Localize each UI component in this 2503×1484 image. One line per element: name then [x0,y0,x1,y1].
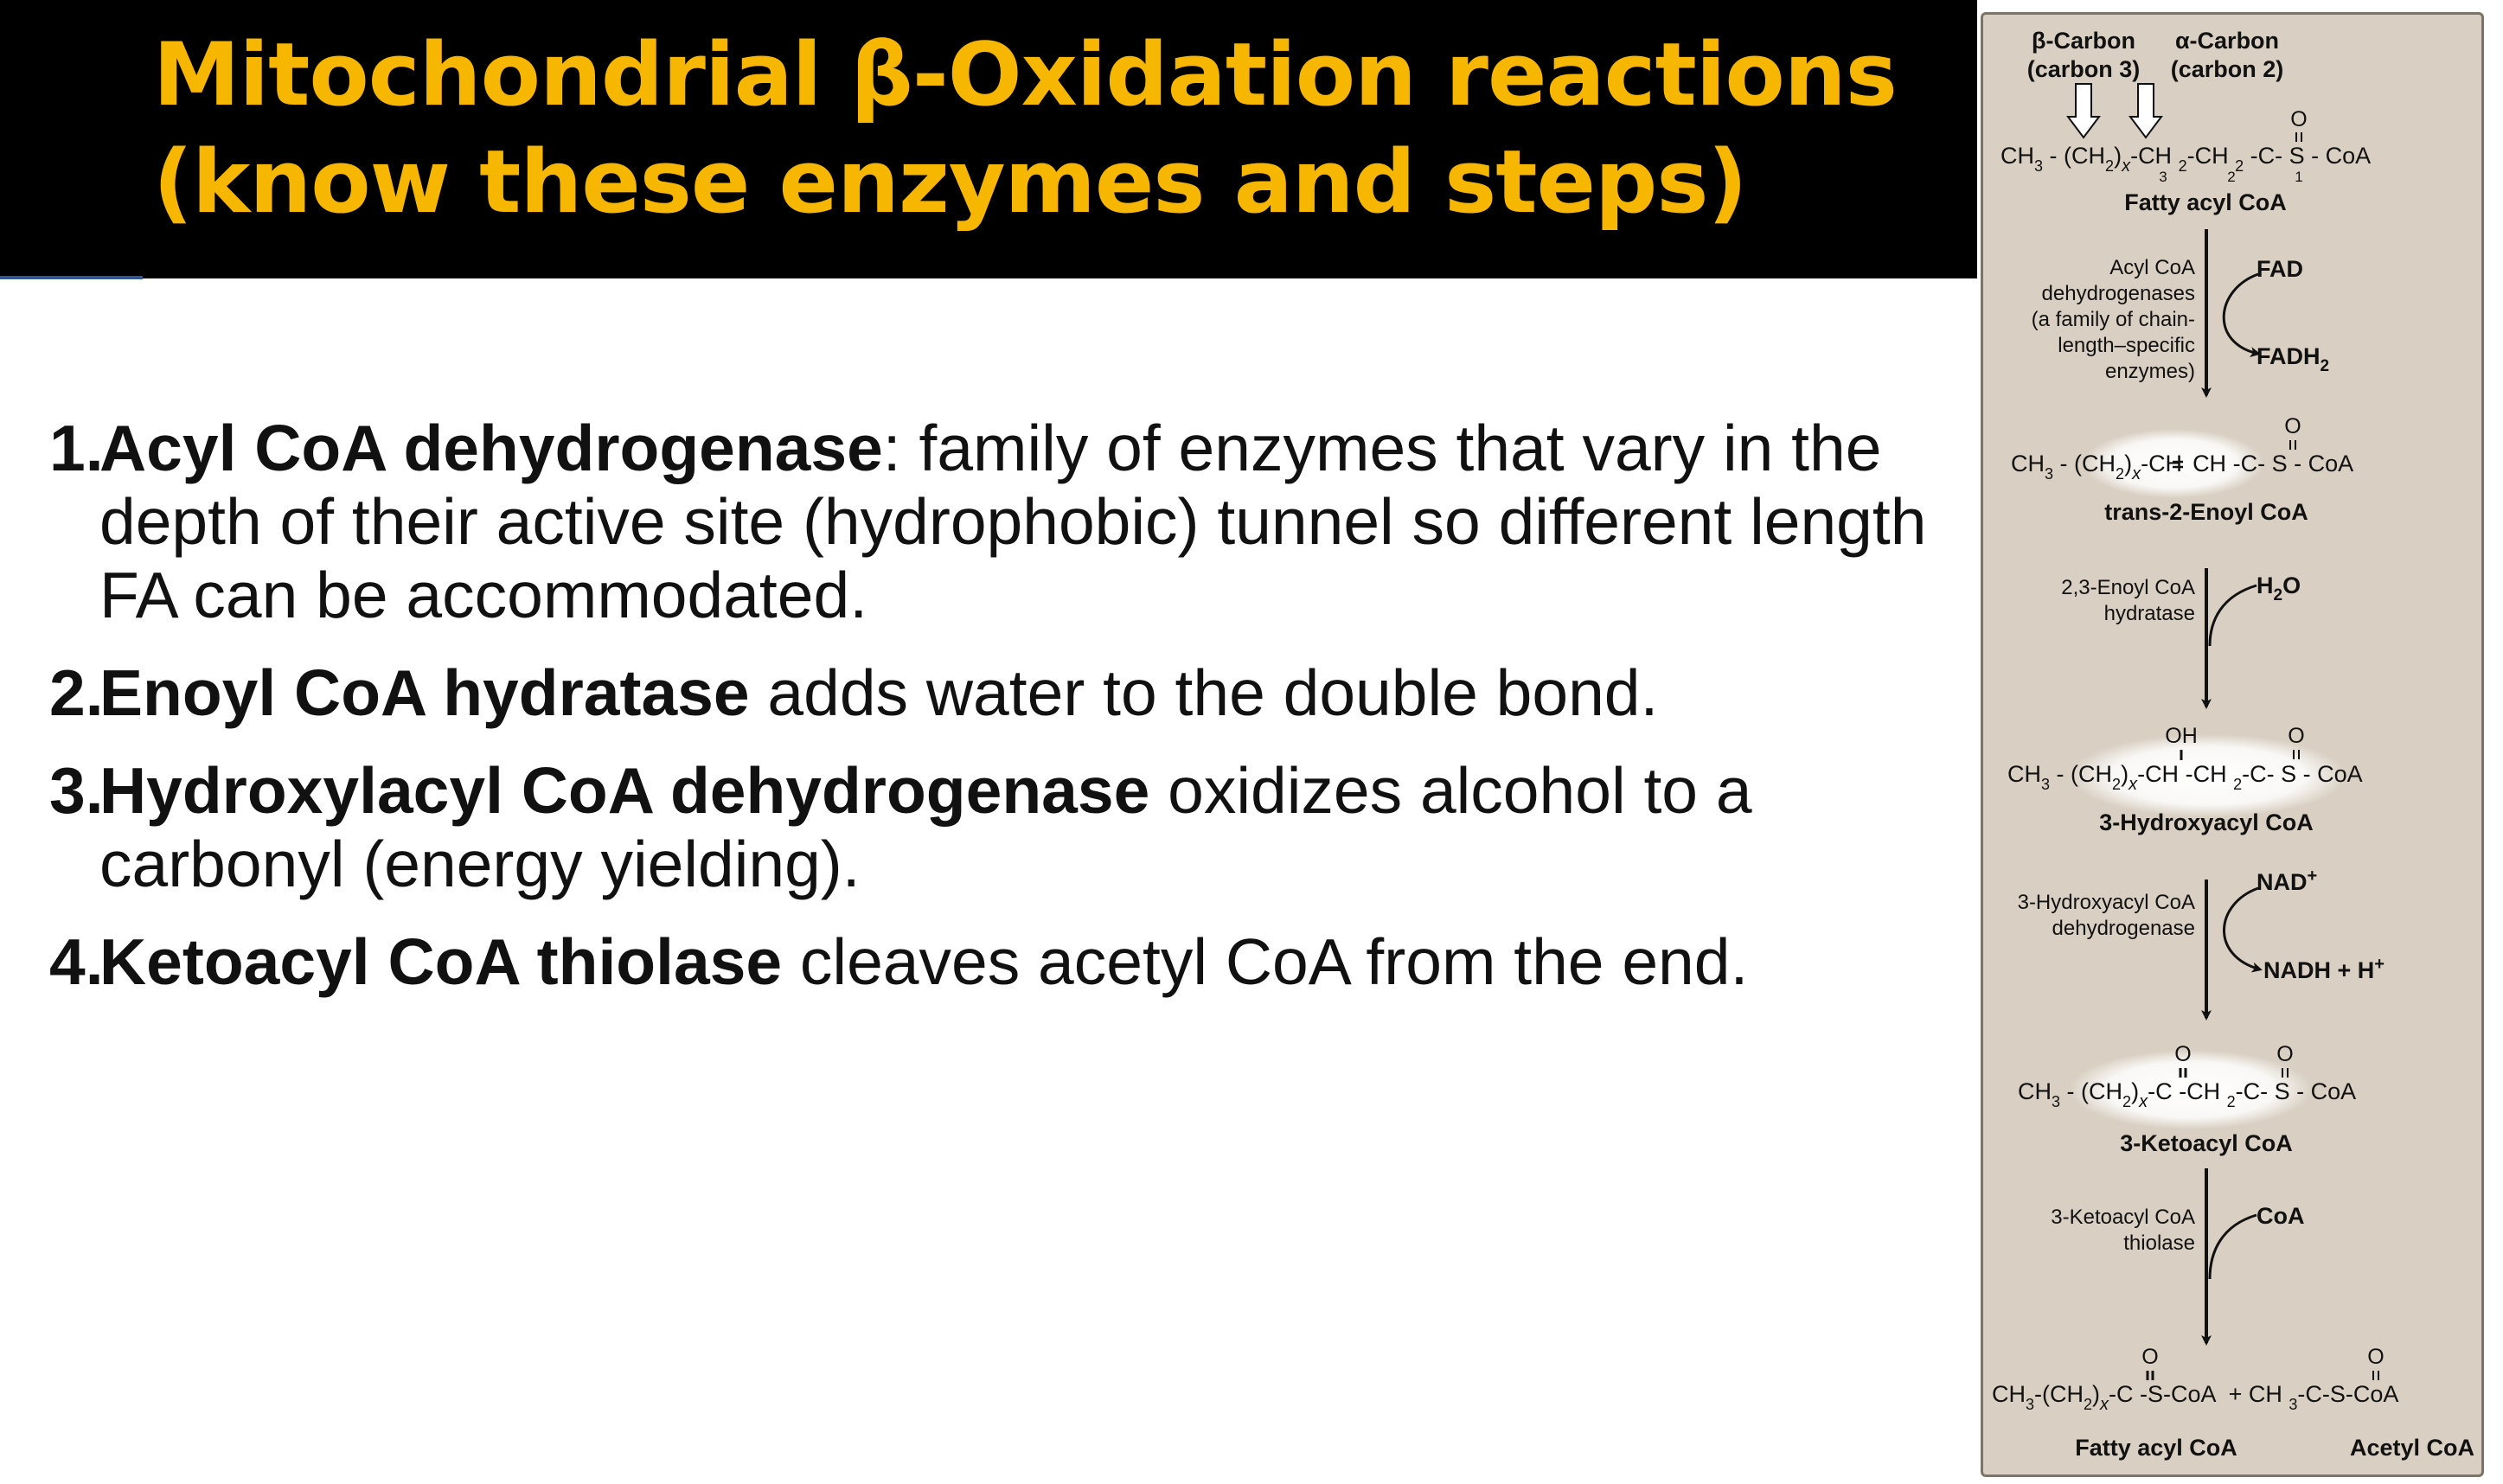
alpha-carbon-arrow [2130,84,2161,138]
ketoacyl-coa-formula: $CH_3 - (CH_2)_x-C$ -CH $_2$-C- S - CoA [2018,1078,2357,1111]
carbon-number: 2 [2227,169,2236,185]
step-number: 2. [49,656,104,729]
enzyme-label: 2,3-Enoyl CoA [2061,576,2195,599]
step-item [49,412,1935,632]
carbonyl-oxygen: O [2288,724,2305,748]
carbonyl-oxygen: O [2367,1345,2385,1369]
carbonyl-oxygen: O [2276,1042,2294,1066]
enoyl-coa-label: trans-2-Enoyl CoA [2104,499,2308,525]
step-number: 3. [49,754,104,827]
slide-title-line-2: (know these enzymes and steps) [153,131,1747,233]
enzyme-label: dehydrogenase [2052,917,2195,940]
enoyl-coa-formula: $CH_3 - (CH_2)_x-CH$ CH -C- S - CoA [2011,451,2354,483]
carbon-number: 3 [2159,169,2167,185]
carbonyl-oxygen: O [2174,1042,2192,1066]
title-bar-accent [0,276,143,279]
cofactor-arc [2210,1215,2257,1279]
enzyme-label: length–specific [2058,334,2195,357]
carbonyl-oxygen: O [2290,107,2308,131]
hydroxyacyl-coa-label: 3-Hydroxyacyl CoA [2099,809,2314,835]
beta-carbon-arrow [2068,84,2099,138]
cofactor-arc [2224,274,2258,354]
enzyme-label: Acyl CoA [2109,256,2195,279]
step-description: adds water to the double bond. [767,656,1659,729]
carbon-number: 1 [2295,169,2303,185]
enzyme-label: enzymes) [2104,360,2195,383]
enzyme-step-list [49,412,1935,1023]
cofactor-nadh: NADH + H+ [2263,955,2385,983]
carbonyl-oxygen: O [2284,414,2301,438]
alpha-carbon-label: α-Carbon [2174,28,2280,54]
hydroxyl-group: OH [2165,724,2198,748]
products-formula: $CH_3-(CH_2)_x-C$ -S-CoA + CH $_3$-C-S-CoA [1992,1381,2399,1414]
step-item [49,754,1935,901]
enzyme-label: thiolase [2123,1231,2195,1255]
step-enzyme-name: Hydroxylacyl CoA dehydrogenase [99,754,1150,827]
cofactor-water: $H_2O$ [2257,572,2301,604]
step-item [49,925,1935,999]
step-separator [1149,754,1168,827]
hydroxyacyl-coa-formula: $CH_3 - (CH_2)_x-CH$ -CH $_2$-C- S - CoA [2007,761,2363,794]
step-description: cleaves acetyl CoA from the end. [799,925,1749,998]
step-enzyme-name: Acyl CoA dehydrogenase [99,412,883,484]
beta-oxidation-diagram [1981,12,2484,1477]
step-separator [750,656,768,729]
step-enzyme-name: Ketoacyl CoA thiolase [99,925,783,998]
pathway-svg [1983,15,2481,1474]
step-separator [782,925,800,998]
ketoacyl-coa-label: 3-Ketoacyl CoA [2120,1130,2293,1156]
step-item [49,656,1935,730]
step-description: family of enzymes that vary in the depth of their active site (hydrophobic) tunnel so different length FA can be accommodated. [99,412,1927,631]
cofactor-arc [2224,888,2260,969]
cofactor-coa: CoA [2257,1203,2305,1229]
cofactor-fad: FAD [2257,256,2303,282]
cofactor-nad: NAD+ [2257,867,2318,895]
carbonyl-oxygen: O [2141,1345,2159,1369]
alpha-carbon-sub: (carbon 2) [2170,56,2284,82]
cofactor-arc [2210,585,2257,646]
step-description: oxidizes alcohol to a carbonyl (energy yielding). [99,754,1752,900]
enzyme-label: dehydrogenases [2041,282,2195,305]
fatty-acyl-coa-product-label: Fatty acyl CoA [2075,1435,2237,1461]
fatty-acyl-coa-label: Fatty acyl CoA [2124,189,2287,215]
enzyme-label: (a family of chain- [2031,308,2195,331]
step-number: 1. [49,412,104,484]
step-enzyme-name: Enoyl CoA hydratase [99,656,750,729]
beta-carbon-label: β-Carbon [2032,28,2135,54]
step-number: 4. [49,925,104,998]
enzyme-label: 3-Hydroxyacyl CoA [2017,891,2195,914]
cofactor-fadh2: $FADH_2$ [2257,343,2330,375]
slide-title [153,21,1897,235]
beta-carbon-sub: (carbon 3) [2026,56,2141,82]
fatty-acyl-coa-formula: $CH_3 - (CH_2)_x-CH$ $_2$-CH $_2$ -C- S - CoA [2000,143,2372,176]
enzyme-label: hydratase [2103,602,2195,625]
enzyme-label: 3-Ketoacyl CoA [2051,1206,2195,1229]
slide-title-line-1: Mitochondrial β-Oxidation reactions [153,23,1897,125]
step-separator: : [882,412,919,484]
acetyl-coa-product-label: Acetyl CoA [2349,1435,2475,1461]
